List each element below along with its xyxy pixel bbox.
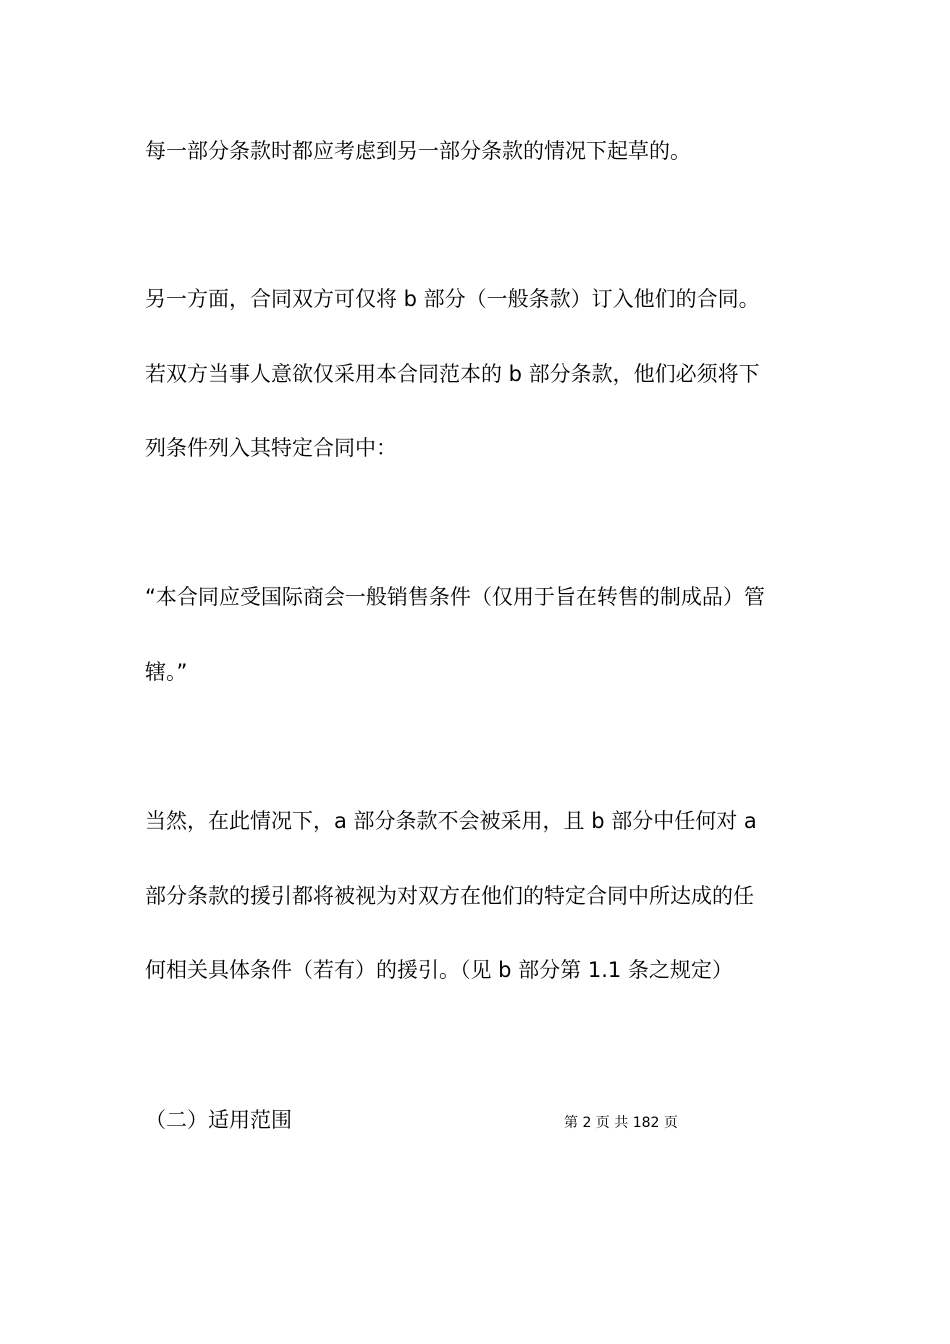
- paragraph-line: 若双方当事人意欲仅采用本合同范本的 b 部分条款，他们必须将下: [145, 362, 760, 386]
- paragraph-line: 列条件列入其特定合同中：: [145, 436, 397, 460]
- section-heading: （二）适用范围: [145, 1108, 292, 1132]
- quote-line: “本合同应受国际商会一般销售条件（仅用于旨在转售的制成品）管: [145, 585, 765, 609]
- paragraph-line: 另一方面，合同双方可仅将 b 部分（一般条款）订入他们的合同。: [145, 287, 760, 311]
- page-number: 第 2 页 共 182 页: [564, 1115, 678, 1131]
- paragraph-line: 当然，在此情况下，a 部分条款不会被采用，且 b 部分中任何对 a: [145, 809, 757, 833]
- quote-line: 辖。”: [145, 660, 188, 684]
- paragraph-line: 每一部分条款时都应考虑到另一部分条款的情况下起草的。: [145, 139, 691, 163]
- paragraph-line: 何相关具体条件（若有）的援引。（见 b 部分第 1.1 条之规定）: [145, 958, 733, 982]
- paragraph-line: 部分条款的援引都将被视为对双方在他们的特定合同中所达成的任: [145, 884, 754, 908]
